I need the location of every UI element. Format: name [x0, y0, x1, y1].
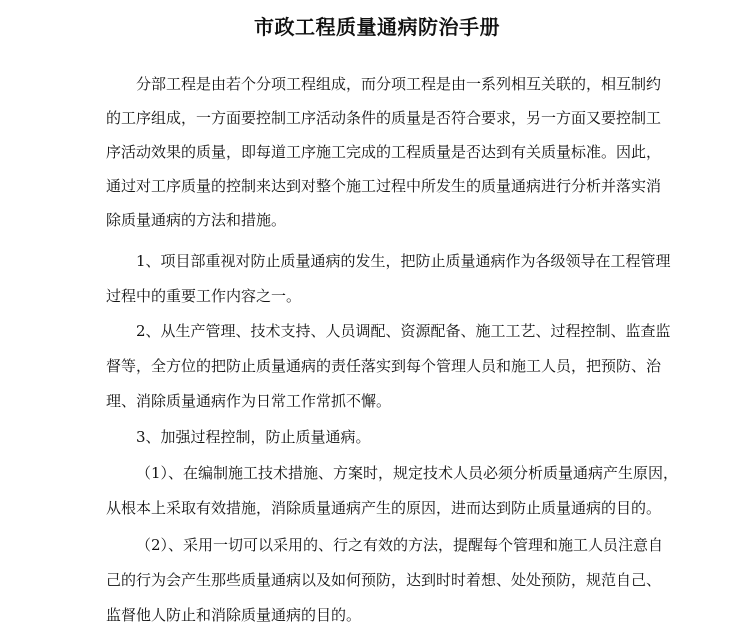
paragraph-line: 己的行为会产生那些质量通病以及如何预防，达到时时着想、处处预防，规范自己、	[106, 571, 662, 589]
paragraph-line: 2、从生产管理、技术支持、人员调配、资源配备、施工工艺、过程控制、监查监	[136, 322, 671, 340]
document-title: 市政工程质量通病防治手册	[254, 15, 500, 39]
paragraph-line: 过程中的重要工作内容之一。	[106, 287, 302, 305]
paragraph-line: 序活动效果的质量，即每道工序施工完成的工程质量是否达到有关质量标准。因此，	[106, 143, 662, 161]
paragraph-line: 的工序组成，一方面要控制工序活动条件的质量是否符合要求，另一方面又要控制工	[106, 109, 662, 127]
paragraph-line: （1）、在编制施工技术措施、方案时，规定技术人员必须分析质量通病产生原因，	[136, 464, 679, 482]
paragraph-line: （2）、采用一切可以采用的、行之有效的方法，提醒每个管理和施工人员注意自	[136, 536, 664, 554]
paragraph-line: 理、消除质量通病作为日常工作常抓不懈。	[106, 392, 392, 410]
paragraph-line: 1、项目部重视对防止质量通病的发生，把防止质量通病作为各级领导在工程管理	[136, 252, 671, 270]
paragraph-line: 从根本上采取有效措施，消除质量通病产生的原因，进而达到防止质量通病的目的。	[106, 499, 662, 517]
paragraph-line: 监督他人防止和消除质量通病的目的。	[106, 606, 362, 624]
paragraph-line: 督等，全方位的把防止质量通病的责任落实到每个管理人员和施工人员，把预防、治	[106, 357, 662, 375]
paragraph-line: 3、加强过程控制，防止质量通病。	[136, 428, 371, 446]
paragraph-line: 分部工程是由若个分项工程组成，而分项工程是由一系列相互关联的，相互制约	[136, 75, 662, 93]
paragraph-line: 通过对工序质量的控制来达到对整个施工过程中所发生的质量通病进行分析并落实消	[106, 177, 662, 195]
paragraph-line: 除质量通病的方法和措施。	[106, 211, 287, 229]
